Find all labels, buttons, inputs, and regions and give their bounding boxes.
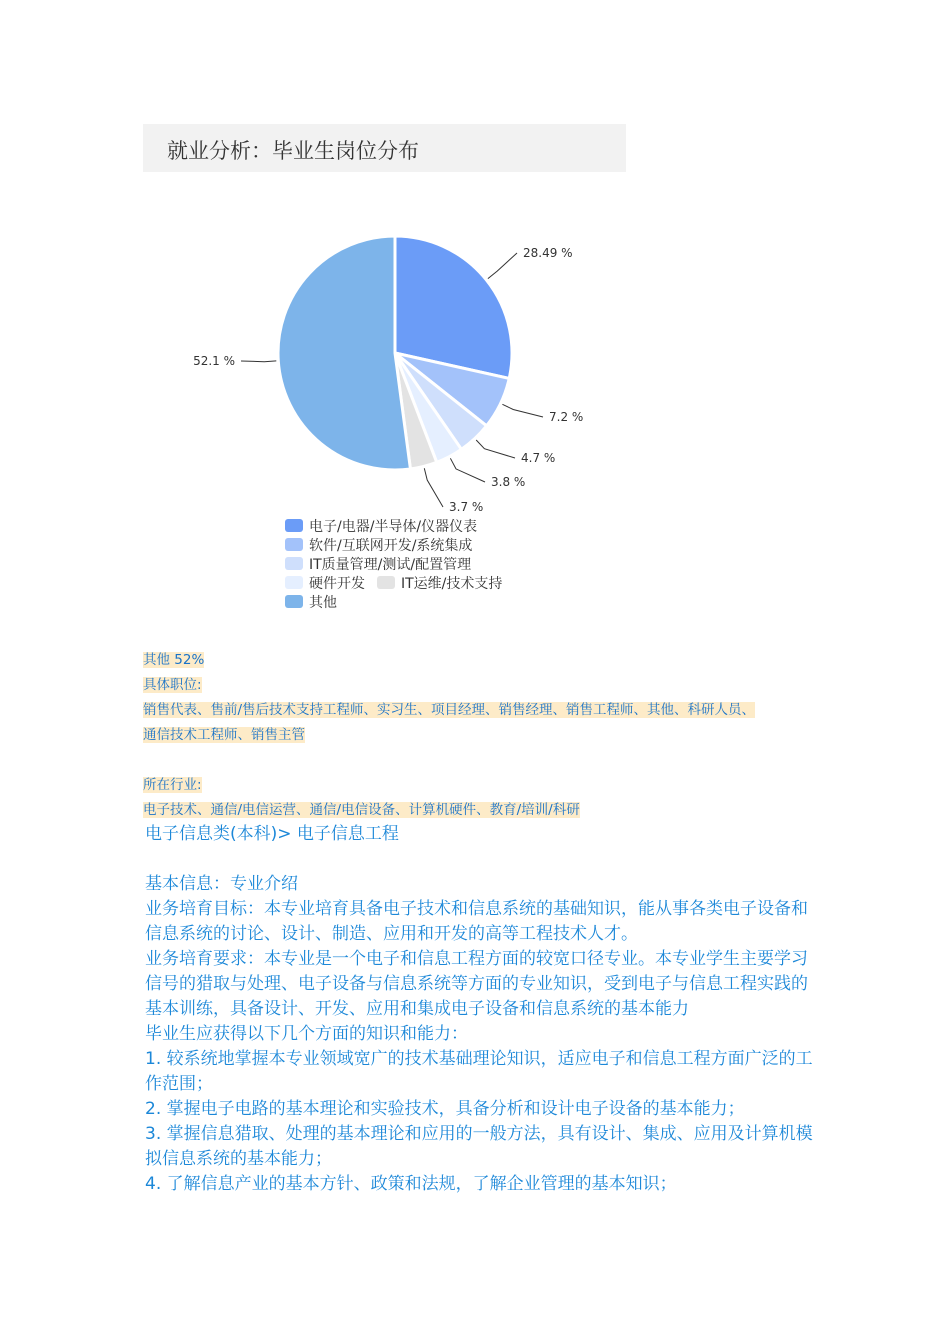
slice-percent-label: 3.8 % — [491, 475, 526, 489]
slice-percent-label: 52.1 % — [193, 354, 235, 368]
section-title: 就业分析：毕业生岗位分布 — [167, 139, 419, 163]
positions-label: 具体职位: — [143, 677, 202, 693]
label-leader-line — [502, 404, 543, 417]
industry-value: 电子技术、通信/电信运营、通信/电信设备、计算机硬件、教育/培训/科研 — [143, 802, 580, 818]
legend-swatch-2 — [285, 557, 303, 570]
ability-item-4: 4. 了解信息产业的基本方针、政策和法规，了解企业管理的基本知识； — [145, 1174, 677, 1194]
label-leader-line — [476, 440, 515, 458]
label-leader-line — [424, 468, 443, 507]
label-leader-line — [488, 253, 517, 279]
major-description — [145, 822, 815, 1197]
pie-chart — [143, 215, 633, 515]
pie-slice[interactable] — [278, 236, 410, 470]
positions-block — [143, 648, 755, 748]
legend-swatch-0 — [285, 519, 303, 532]
legend-item[interactable] — [285, 554, 502, 573]
industry-block — [143, 773, 580, 823]
slice-percent-label: 28.49 % — [523, 246, 573, 260]
slice-percent-label: 4.7 % — [521, 451, 556, 465]
positions-line-1: 销售代表、售前/售后技术支持工程师、实习生、项目经理、销售经理、销售工程师、其他、科研人员、 — [143, 702, 756, 718]
chart-legend — [285, 516, 502, 611]
positions-line-2: 通信技术工程师、销售主管 — [143, 727, 305, 743]
legend-label: IT运维/技术支持 — [401, 575, 503, 592]
section-title-box — [143, 124, 626, 172]
label-leader-line — [450, 458, 485, 482]
ability-item-1: 1. 较系统地掌握本专业领域宽广的技术基础理论知识，适应电子和信息工程方面广泛的工作范围； — [145, 1049, 813, 1094]
breadcrumb: 电子信息类(本科)> 电子信息工程 — [145, 824, 399, 844]
legend-item[interactable] — [285, 573, 502, 592]
legend-label: IT质量管理/测试/配置管理 — [309, 556, 472, 573]
legend-label: 硬件开发 — [309, 575, 365, 592]
ability-item-3: 3. 掌握信息猎取、处理的基本理论和应用的一般方法，具有设计、集成、应用及计算机模拟信息系统的基本能力； — [145, 1124, 813, 1169]
legend-label: 软件/互联网开发/系统集成 — [309, 537, 473, 554]
abilities-intro: 毕业生应获得以下几个方面的知识和能力： — [145, 1024, 468, 1044]
slice-percent-label: 7.2 % — [549, 410, 584, 424]
other-percent: 其他 52% — [143, 652, 205, 668]
legend-label: 其他 — [309, 594, 337, 611]
legend-item[interactable] — [285, 535, 502, 554]
legend-label: 电子/电器/半导体/仪器仪表 — [309, 518, 478, 535]
legend-item[interactable] — [285, 516, 502, 535]
legend-swatch-5 — [285, 595, 303, 608]
ability-item-2: 2. 掌握电子电路的基本理论和实验技术，具备分析和设计电子设备的基本能力； — [145, 1099, 745, 1119]
slice-percent-label: 3.7 % — [449, 500, 484, 514]
training-goal: 业务培育目标：本专业培育具备电子技术和信息系统的基础知识，能从事各类电子设备和信息系统的讨论、设计、制造、应用和开发的高等工程技术人才。 — [145, 899, 808, 944]
industry-label: 所在行业: — [143, 777, 202, 793]
legend-swatch-1 — [285, 538, 303, 551]
legend-swatch-3 — [285, 576, 303, 589]
basic-info-heading: 基本信息：专业介绍 — [145, 874, 298, 894]
training-requirement: 业务培育要求：本专业是一个电子和信息工程方面的较宽口径专业。本专业学生主要学习 信号的猎取与处理、电子设备与信息系统等方面的专业知识，受到电子与信息工程实践的基本训练，具备设计、开发、应用和集成电子设备和信息系统的基本能力 — [145, 949, 808, 1019]
legend-item[interactable] — [285, 592, 502, 611]
label-leader-line — [241, 361, 276, 362]
legend-swatch-4 — [377, 576, 395, 589]
